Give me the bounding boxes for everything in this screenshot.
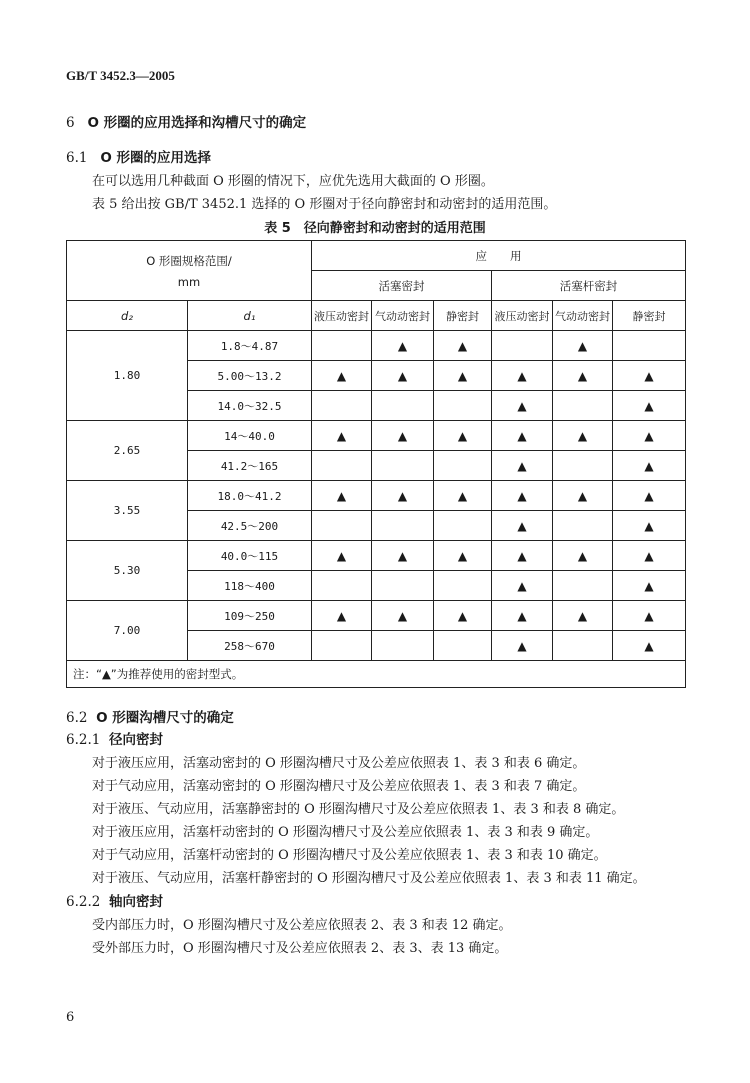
recommended-triangle-icon: ▲ <box>457 428 468 443</box>
d1-cell: 258～670 <box>188 631 312 661</box>
page-number: 6 <box>66 1010 75 1025</box>
mark-cell <box>613 511 686 541</box>
table-body <box>67 241 686 688</box>
mark-cell <box>312 481 372 511</box>
recommended-triangle-icon: ▲ <box>336 488 347 503</box>
d1-cell: 18.0～41.2 <box>188 481 312 511</box>
mark-cell <box>312 451 372 481</box>
recommended-triangle-icon: ▲ <box>517 398 527 413</box>
recommended-triangle-icon: ▲ <box>457 338 468 353</box>
mark-cell <box>312 391 372 421</box>
mark-cell <box>613 361 686 391</box>
recommended-triangle-icon: ▲ <box>336 548 347 563</box>
range-label: O 形圈规格范围/ <box>146 253 232 268</box>
mark-cell <box>492 631 553 661</box>
sub-column-header: 液压动密封 <box>492 301 553 331</box>
paragraph: 在可以选用几种截面 O 形圈的情况下，应优先选用大截面的 O 形圈。 <box>92 174 494 189</box>
table-caption: 表 5 径向静密封和动密封的适用范围 <box>264 221 486 236</box>
mark-cell <box>434 391 492 421</box>
mark-cell <box>434 541 492 571</box>
section-number: 6.2 <box>66 710 88 726</box>
mark-cell <box>312 601 372 631</box>
recommended-triangle-icon: ▲ <box>336 368 347 383</box>
recommended-triangle-icon: ▲ <box>397 368 408 383</box>
seal-application-table <box>66 240 686 688</box>
mark-cell <box>434 331 492 361</box>
recommended-triangle-icon: ▲ <box>336 428 347 443</box>
mark-cell <box>372 451 434 481</box>
recommended-triangle-icon: ▲ <box>517 428 527 443</box>
mark-cell <box>312 631 372 661</box>
paragraph: 对于气动应用，活塞动密封的 O 形圈沟槽尺寸及公差应依照表 1、表 3 和表 7 确定。 <box>92 779 586 794</box>
mark-cell <box>372 631 434 661</box>
d2-cell: 5.30 <box>67 541 188 601</box>
mark-cell <box>492 481 553 511</box>
mark-cell <box>372 421 434 451</box>
recommended-triangle-icon: ▲ <box>457 548 468 563</box>
mark-cell <box>434 631 492 661</box>
recommended-triangle-icon: ▲ <box>397 428 408 443</box>
section-number: 6 <box>66 115 75 131</box>
section-6-1-heading <box>66 146 211 166</box>
mark-cell <box>492 541 553 571</box>
mark-cell <box>553 541 613 571</box>
mark-cell <box>553 391 613 421</box>
section-6-2-heading <box>66 706 234 726</box>
mark-cell <box>492 451 553 481</box>
mark-cell <box>492 601 553 631</box>
recommended-triangle-icon: ▲ <box>577 548 588 563</box>
recommended-triangle-icon: ▲ <box>397 608 408 623</box>
section-6-heading <box>66 111 306 131</box>
mark-cell <box>372 571 434 601</box>
recommended-triangle-icon: ▲ <box>644 398 654 413</box>
d2-header: d₂ <box>67 301 188 331</box>
mark-cell <box>492 391 553 421</box>
table-row <box>67 421 686 451</box>
d1-cell: 5.00～13.2 <box>188 361 312 391</box>
paragraph: 受内部压力时，O 形圈沟槽尺寸及公差应依照表 2、表 3 和表 12 确定。 <box>92 918 512 933</box>
d1-header: d₁ <box>188 301 312 331</box>
recommended-triangle-icon: ▲ <box>577 368 588 383</box>
d1-cell: 14～40.0 <box>188 421 312 451</box>
d2-cell: 1.80 <box>67 331 188 421</box>
mark-cell <box>312 511 372 541</box>
table-row <box>67 541 686 571</box>
recommended-triangle-icon: ▲ <box>517 488 527 503</box>
sub-column-header: 静密封 <box>613 301 686 331</box>
sub-column-header: 静密封 <box>434 301 492 331</box>
mark-cell <box>372 601 434 631</box>
table-row <box>67 481 686 511</box>
section-title: 轴向密封 <box>108 894 163 910</box>
rod-seal-header: 活塞杆密封 <box>492 271 686 301</box>
mark-cell <box>372 511 434 541</box>
d1-cell: 40.0～115 <box>188 541 312 571</box>
range-header-cell <box>67 241 312 301</box>
d1-cell: 1.8～4.87 <box>188 331 312 361</box>
mark-cell <box>492 511 553 541</box>
mark-cell <box>492 331 553 361</box>
mark-cell <box>312 331 372 361</box>
mark-cell <box>613 571 686 601</box>
table-row <box>67 601 686 631</box>
d1-cell: 109～250 <box>188 601 312 631</box>
recommended-triangle-icon: ▲ <box>517 638 527 653</box>
section-title: O 形圈的应用选择 <box>100 150 212 166</box>
recommended-triangle-icon: ▲ <box>517 578 527 593</box>
paragraph: 受外部压力时，O 形圈沟槽尺寸及公差应依照表 2、表 3、表 13 确定。 <box>92 941 508 956</box>
recommended-triangle-icon: ▲ <box>577 488 588 503</box>
mark-cell <box>553 331 613 361</box>
document-header: GB/T 3452.3—2005 <box>66 68 175 83</box>
mark-cell <box>434 601 492 631</box>
mark-cell <box>372 391 434 421</box>
recommended-triangle-icon: ▲ <box>457 608 468 623</box>
paragraph: 对于液压应用，活塞动密封的 O 形圈沟槽尺寸及公差应依照表 1、表 3 和表 6 确定。 <box>92 756 586 771</box>
mark-cell <box>492 571 553 601</box>
mark-cell <box>613 421 686 451</box>
section-number: 6.2.1 <box>66 732 101 748</box>
d1-cell: 42.5～200 <box>188 511 312 541</box>
application-header: 应 用 <box>312 241 686 271</box>
mark-cell <box>553 421 613 451</box>
section-number: 6.2.2 <box>66 894 101 910</box>
mark-cell <box>613 391 686 421</box>
recommended-triangle-icon: ▲ <box>644 458 654 473</box>
mark-cell <box>492 421 553 451</box>
paragraph: 对于液压、气动应用，活塞杆静密封的 O 形圈沟槽尺寸及公差应依照表 1、表 3 和表 11 确定。 <box>92 871 646 886</box>
recommended-triangle-icon: ▲ <box>457 368 468 383</box>
recommended-triangle-icon: ▲ <box>644 488 654 503</box>
mark-cell <box>613 541 686 571</box>
recommended-triangle-icon: ▲ <box>577 608 588 623</box>
recommended-triangle-icon: ▲ <box>517 548 527 563</box>
paragraph: 对于气动应用，活塞杆动密封的 O 形圈沟槽尺寸及公差应依照表 1、表 3 和表 10 确定。 <box>92 848 607 863</box>
mark-cell <box>312 541 372 571</box>
mark-cell <box>492 361 553 391</box>
d1-cell: 14.0～32.5 <box>188 391 312 421</box>
table-note: 注：“▲”为推荐使用的密封型式。 <box>67 661 686 688</box>
mark-cell <box>372 361 434 391</box>
range-unit: mm <box>177 274 201 289</box>
section-title: O 形圈的应用选择和沟槽尺寸的确定 <box>87 115 307 131</box>
mark-cell <box>312 421 372 451</box>
mark-cell <box>553 361 613 391</box>
mark-cell <box>434 361 492 391</box>
recommended-triangle-icon: ▲ <box>397 548 408 563</box>
recommended-triangle-icon: ▲ <box>457 488 468 503</box>
recommended-triangle-icon: ▲ <box>644 548 654 563</box>
section-6-2-2-heading <box>66 890 163 910</box>
mark-cell <box>434 511 492 541</box>
mark-cell <box>553 631 613 661</box>
mark-cell <box>434 451 492 481</box>
recommended-triangle-icon: ▲ <box>644 608 654 623</box>
sub-column-header: 液压动密封 <box>312 301 372 331</box>
recommended-triangle-icon: ▲ <box>644 368 654 383</box>
mark-cell <box>613 631 686 661</box>
paragraph: 表 5 给出按 GB/T 3452.1 选择的 O 形圈对于径向静密封和动密封的适用范围。 <box>92 197 557 212</box>
table-header-row <box>67 241 686 271</box>
d1-cell: 118～400 <box>188 571 312 601</box>
recommended-triangle-icon: ▲ <box>336 608 347 623</box>
mark-cell <box>434 571 492 601</box>
mark-cell <box>553 571 613 601</box>
recommended-triangle-icon: ▲ <box>644 428 654 443</box>
mark-cell <box>312 571 372 601</box>
recommended-triangle-icon: ▲ <box>517 458 527 473</box>
sub-column-header: 气动动密封 <box>372 301 434 331</box>
table-header-row <box>67 301 686 331</box>
mark-cell <box>613 451 686 481</box>
recommended-triangle-icon: ▲ <box>517 608 527 623</box>
mark-cell <box>613 331 686 361</box>
mark-cell <box>553 451 613 481</box>
recommended-triangle-icon: ▲ <box>517 518 527 533</box>
d2-cell: 3.55 <box>67 481 188 541</box>
mark-cell <box>613 601 686 631</box>
mark-cell <box>613 481 686 511</box>
d2-cell: 7.00 <box>67 601 188 661</box>
recommended-triangle-icon: ▲ <box>517 368 527 383</box>
recommended-triangle-icon: ▲ <box>644 578 654 593</box>
section-title: O 形圈沟槽尺寸的确定 <box>96 710 234 726</box>
mark-cell <box>372 331 434 361</box>
mark-cell <box>372 541 434 571</box>
table-note-row <box>67 661 686 688</box>
d1-cell: 41.2～165 <box>188 451 312 481</box>
recommended-triangle-icon: ▲ <box>397 338 408 353</box>
sub-column-header: 气动动密封 <box>553 301 613 331</box>
recommended-triangle-icon: ▲ <box>644 638 654 653</box>
mark-cell <box>312 361 372 391</box>
recommended-triangle-icon: ▲ <box>644 518 654 533</box>
d2-cell: 2.65 <box>67 421 188 481</box>
mark-cell <box>553 601 613 631</box>
section-6-2-1-heading <box>66 728 163 748</box>
section-title: 径向密封 <box>108 732 163 748</box>
section-number: 6.1 <box>66 150 88 166</box>
mark-cell <box>553 481 613 511</box>
mark-cell <box>553 511 613 541</box>
recommended-triangle-icon: ▲ <box>397 488 408 503</box>
mark-cell <box>434 421 492 451</box>
paragraph: 对于液压应用，活塞杆动密封的 O 形圈沟槽尺寸及公差应依照表 1、表 3 和表 9 确定。 <box>92 825 599 840</box>
piston-seal-header: 活塞密封 <box>312 271 492 301</box>
mark-cell <box>434 481 492 511</box>
paragraph: 对于液压、气动应用，活塞静密封的 O 形圈沟槽尺寸及公差应依照表 1、表 3 和表 8 确定。 <box>92 802 625 817</box>
recommended-triangle-icon: ▲ <box>577 338 588 353</box>
recommended-triangle-icon: ▲ <box>577 428 588 443</box>
table-row <box>67 331 686 361</box>
mark-cell <box>372 481 434 511</box>
